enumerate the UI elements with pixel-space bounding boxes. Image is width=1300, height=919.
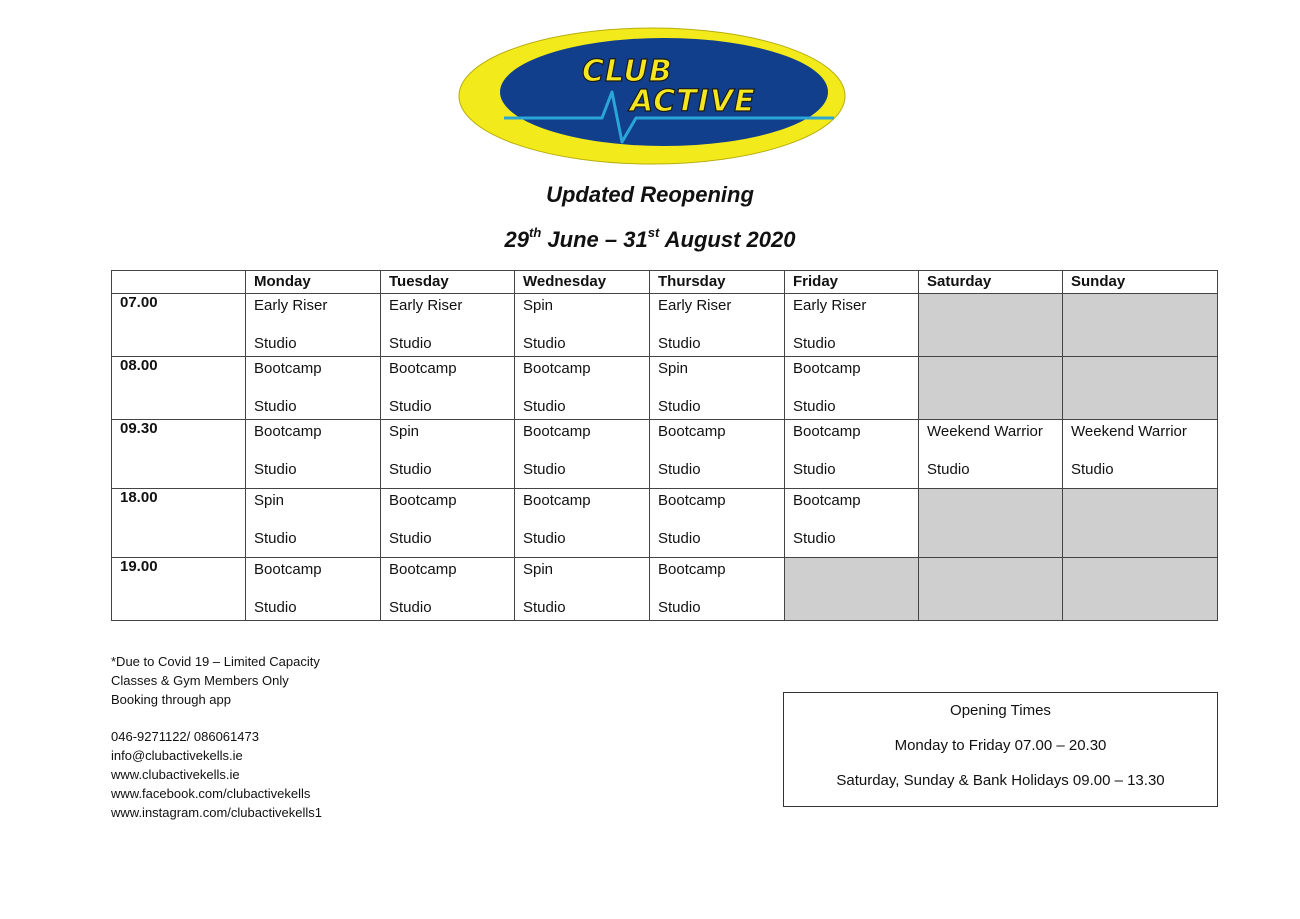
class-cell (650, 558, 785, 621)
class-name: Bootcamp (254, 360, 322, 377)
class-name: Bootcamp (793, 423, 861, 440)
class-room: Studio (658, 461, 701, 478)
class-name: Bootcamp (254, 423, 322, 440)
class-cell (246, 420, 381, 489)
class-cell (515, 420, 650, 489)
class-name: Spin (658, 360, 689, 377)
note-line: Booking through app (111, 692, 231, 707)
class-name: Bootcamp (254, 561, 322, 578)
class-room: Studio (254, 530, 297, 547)
class-room: Studio (793, 461, 836, 478)
facebook-link[interactable]: www.facebook.com/clubactivekells (111, 786, 311, 801)
date-dash: – (604, 227, 618, 252)
class-name: Early Riser (658, 297, 732, 314)
class-name: Bootcamp (523, 492, 591, 509)
class-room: Studio (523, 530, 566, 547)
class-cell (246, 489, 381, 558)
day-header: Friday (785, 271, 919, 294)
class-room: Studio (658, 335, 701, 352)
class-cell (650, 357, 785, 420)
class-cell (246, 558, 381, 621)
timetable-row (112, 558, 1218, 621)
website-link[interactable]: www.clubactivekells.ie (111, 767, 240, 782)
end-month-year: August 2020 (664, 227, 796, 252)
end-day-suffix: st (647, 225, 660, 240)
timetable-row (112, 357, 1218, 420)
weekday-hours: Monday to Friday 07.00 – 20.30 (894, 737, 1107, 754)
class-room: Studio (523, 398, 566, 415)
class-room: Studio (793, 530, 836, 547)
empty-slot (1063, 558, 1218, 621)
time-slot: 09.30 (112, 420, 246, 489)
start-day: 29 (504, 227, 530, 252)
class-cell (246, 357, 381, 420)
day-header: Sunday (1063, 271, 1218, 294)
class-cell (919, 420, 1063, 489)
class-room: Studio (1071, 461, 1114, 478)
class-cell (246, 294, 381, 357)
class-cell (515, 558, 650, 621)
class-cell (650, 294, 785, 357)
class-name: Spin (523, 561, 554, 578)
class-room: Studio (793, 398, 836, 415)
class-room: Studio (658, 398, 701, 415)
class-room: Studio (389, 398, 432, 415)
class-cell (515, 294, 650, 357)
day-header: Saturday (919, 271, 1063, 294)
end-day: 31 (623, 227, 648, 252)
empty-slot (1063, 489, 1218, 558)
class-name: Early Riser (389, 297, 463, 314)
logo-word-active: ACTIVE (630, 84, 756, 119)
note-line: Classes & Gym Members Only (111, 673, 289, 688)
class-name: Bootcamp (658, 561, 726, 578)
header-row (112, 271, 1218, 294)
class-name: Bootcamp (523, 423, 591, 440)
class-timetable (111, 270, 1218, 621)
class-name: Early Riser (254, 297, 328, 314)
class-name: Bootcamp (523, 360, 591, 377)
class-cell (381, 294, 515, 357)
class-room: Studio (927, 461, 970, 478)
class-cell (381, 420, 515, 489)
empty-slot (919, 489, 1063, 558)
opening-times-title: Opening Times (950, 702, 1051, 719)
empty-slot (785, 558, 919, 621)
class-cell (1063, 420, 1218, 489)
date-range (0, 227, 1300, 253)
timetable-row (112, 294, 1218, 357)
contact-info (111, 727, 322, 822)
class-name: Spin (523, 297, 554, 314)
logo-word-club: CLUB (582, 54, 673, 89)
class-room: Studio (254, 599, 297, 616)
class-name: Bootcamp (793, 360, 861, 377)
class-room: Studio (254, 461, 297, 478)
class-room: Studio (658, 530, 701, 547)
covid-notes (111, 652, 320, 709)
class-name: Bootcamp (389, 492, 457, 509)
class-name: Spin (389, 423, 420, 440)
time-slot: 19.00 (112, 558, 246, 621)
phone-number: 046-9271122/ 086061473 (111, 729, 259, 744)
time-column-header (112, 271, 246, 294)
start-month: June (547, 227, 599, 252)
day-header: Tuesday (381, 271, 515, 294)
class-name: Spin (254, 492, 285, 509)
timetable-row (112, 420, 1218, 489)
class-cell (785, 420, 919, 489)
class-room: Studio (389, 599, 432, 616)
timetable-body (112, 294, 1218, 621)
class-room: Studio (389, 461, 432, 478)
class-cell (515, 489, 650, 558)
day-header: Wednesday (515, 271, 650, 294)
class-cell (785, 489, 919, 558)
class-room: Studio (523, 335, 566, 352)
start-day-suffix: th (529, 225, 542, 240)
class-cell (381, 357, 515, 420)
class-cell (785, 357, 919, 420)
empty-slot (919, 294, 1063, 357)
class-cell (381, 558, 515, 621)
class-cell (381, 489, 515, 558)
club-active-logo (452, 22, 852, 172)
class-name: Bootcamp (389, 360, 457, 377)
page-title: Updated Reopening (546, 182, 754, 207)
class-name: Bootcamp (793, 492, 861, 509)
class-cell (785, 294, 919, 357)
class-room: Studio (523, 599, 566, 616)
class-room: Studio (523, 461, 566, 478)
class-room: Studio (254, 398, 297, 415)
class-name: Weekend Warrior (1071, 423, 1187, 440)
class-room: Studio (254, 335, 297, 352)
class-name: Bootcamp (658, 492, 726, 509)
timetable-row (112, 489, 1218, 558)
class-cell (515, 357, 650, 420)
email-address: info@clubactivekells.ie (111, 748, 243, 763)
weekend-hours: Saturday, Sunday & Bank Holidays 09.00 – 13.30 (836, 772, 1165, 789)
class-name: Weekend Warrior (927, 423, 1043, 440)
class-room: Studio (389, 530, 432, 547)
empty-slot (1063, 357, 1218, 420)
class-name: Bootcamp (389, 561, 457, 578)
note-line: *Due to Covid 19 – Limited Capacity (111, 654, 320, 669)
empty-slot (919, 558, 1063, 621)
day-header: Monday (246, 271, 381, 294)
day-header: Thursday (650, 271, 785, 294)
class-name: Early Riser (793, 297, 867, 314)
time-slot: 07.00 (112, 294, 246, 357)
class-cell (650, 420, 785, 489)
class-cell (650, 489, 785, 558)
empty-slot (919, 357, 1063, 420)
time-slot: 08.00 (112, 357, 246, 420)
class-name: Bootcamp (658, 423, 726, 440)
instagram-link[interactable]: www.instagram.com/clubactivekells1 (111, 805, 322, 820)
class-room: Studio (389, 335, 432, 352)
class-room: Studio (793, 335, 836, 352)
opening-times-box (783, 692, 1218, 807)
empty-slot (1063, 294, 1218, 357)
class-room: Studio (658, 599, 701, 616)
time-slot: 18.00 (112, 489, 246, 558)
